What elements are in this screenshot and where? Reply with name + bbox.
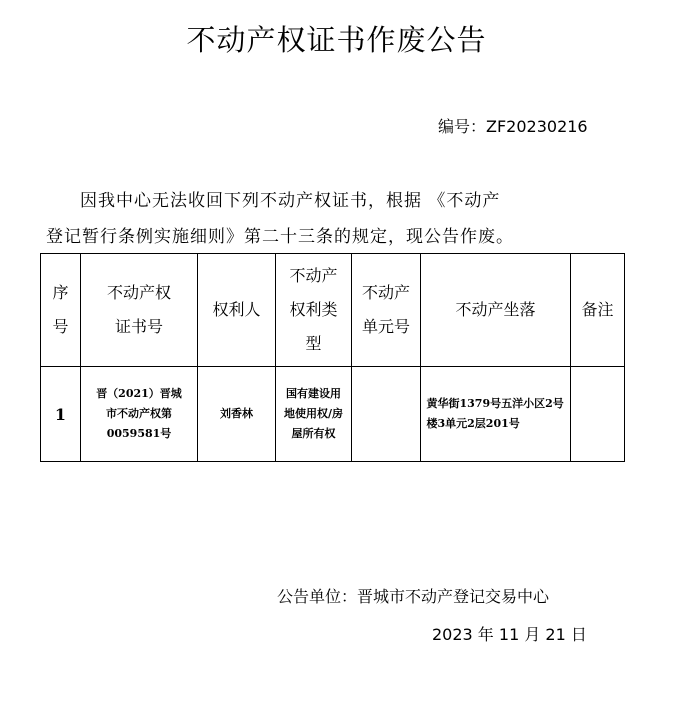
cell-owner: 刘香林 — [198, 367, 276, 462]
header-seq: 序号 — [41, 254, 81, 367]
cell-unit-no — [352, 367, 421, 462]
cell-right-type: 国有建设用地使用权/房屋所有权 — [276, 367, 352, 462]
announcement-body — [46, 183, 606, 255]
page-title: 不动产权证书作废公告 — [186, 23, 487, 57]
body-line-2: 登记暂行条例实施细则》第二十三条的规定，现公告作废。 — [46, 227, 514, 247]
cell-cert-no: 晋（2021）晋城市不动产权第0059581号 — [81, 367, 198, 462]
cell-note — [571, 367, 625, 462]
document-number: 编号：ZF20230216 — [438, 117, 588, 136]
cell-location: 黄华街1379号五洋小区2号楼3单元2层201号 — [421, 367, 571, 462]
cell-seq: 1 — [41, 367, 81, 462]
header-right-type: 不动产权利类型 — [276, 254, 352, 367]
issue-date: 2023 年 11 月 21 日 — [432, 625, 587, 644]
header-cert-no: 不动产权证书号 — [81, 254, 198, 367]
table-row — [41, 367, 625, 462]
header-unit-no: 不动产单元号 — [352, 254, 421, 367]
certificate-table — [40, 253, 625, 462]
table-header-row — [41, 254, 625, 367]
header-owner: 权利人 — [198, 254, 276, 367]
header-note: 备注 — [571, 254, 625, 367]
header-location: 不动产坐落 — [421, 254, 571, 367]
body-line-1: 因我中心无法收回下列不动产权证书，根据 《不动产 — [80, 191, 501, 211]
issuing-unit: 公告单位：晋城市不动产登记交易中心 — [277, 587, 550, 606]
